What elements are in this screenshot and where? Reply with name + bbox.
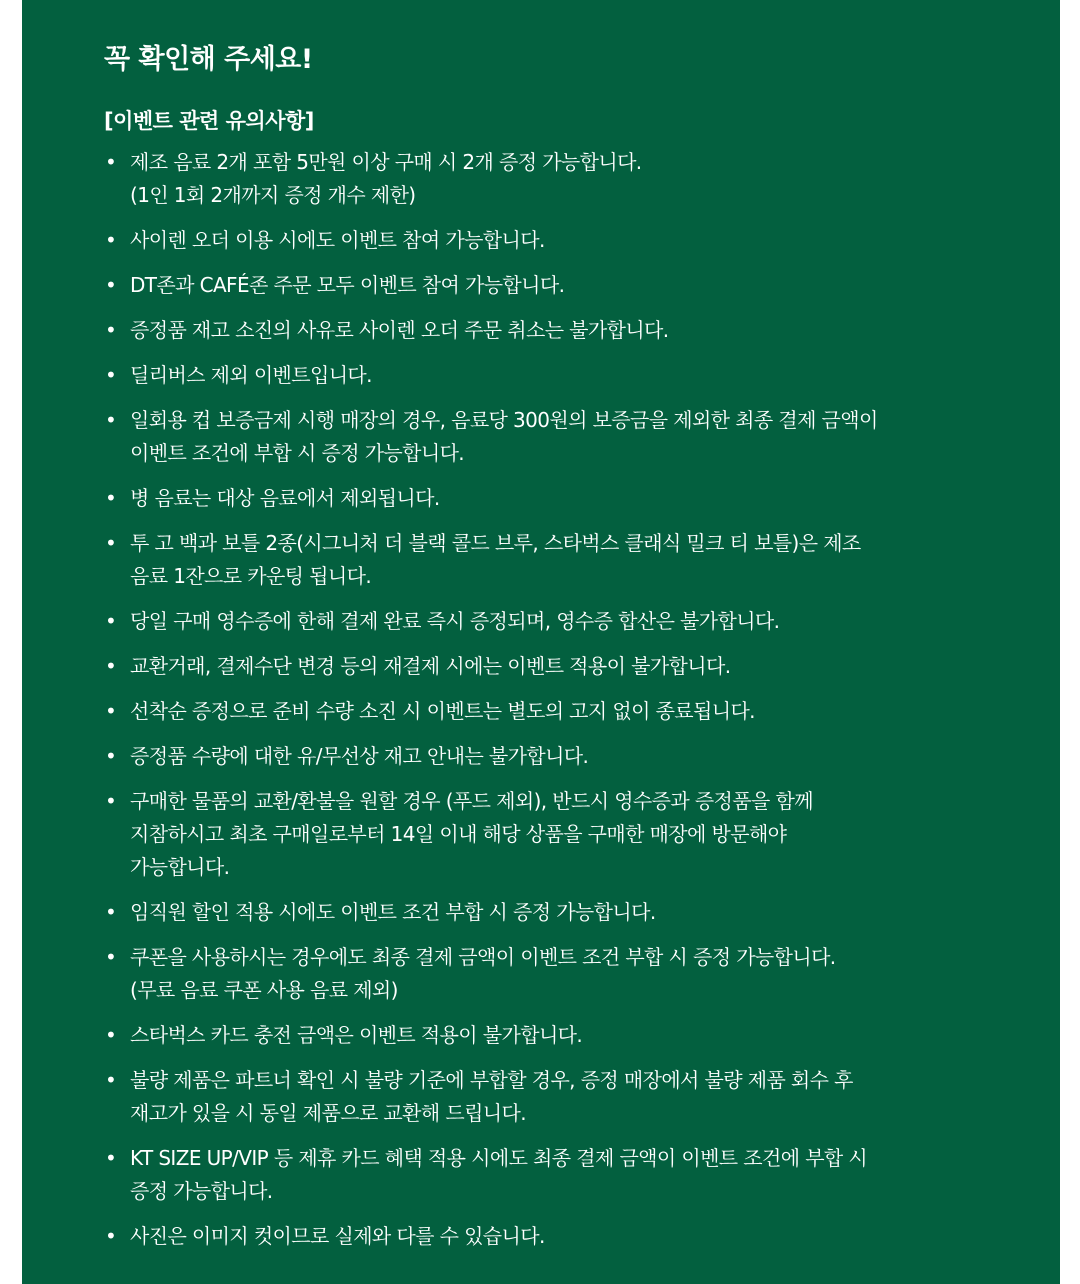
notice-item [104, 785, 1000, 884]
notice-item-line: 이벤트 조건에 부합 시 증정 가능합니다. [130, 441, 465, 465]
notice-item-line: 선착순 증정으로 준비 수량 소진 시 이벤트는 별도의 고지 없이 종료됩니다. [130, 699, 755, 723]
notice-item [104, 404, 1000, 470]
notice-item-line: 구매한 물품의 교환/환불을 원할 경우 (푸드 제외), 반드시 영수증과 증정품을 함께 [130, 789, 813, 813]
notice-item [104, 1019, 1000, 1052]
notice-item [104, 740, 1000, 773]
bullet-icon: • [105, 1023, 117, 1047]
bullet-icon: • [105, 789, 117, 813]
bullet-icon: • [105, 486, 117, 510]
notice-item-line: 가능합니다. [130, 855, 230, 879]
notice-item-line: 투 고 백과 보틀 2종(시그니처 더 블랙 콜드 브루, 스타벅스 클래식 밀크 티 보틀)은 제조 [130, 531, 861, 555]
notice-item-line: (무료 음료 쿠폰 사용 음료 제외) [130, 978, 398, 1002]
notice-item [104, 146, 1000, 212]
bullet-icon: • [105, 744, 117, 768]
notice-item-line: 재고가 있을 시 동일 제품으로 교환해 드립니다. [130, 1101, 526, 1125]
notice-item-line: 임직원 할인 적용 시에도 이벤트 조건 부합 시 증정 가능합니다. [130, 900, 656, 924]
notice-item-line: 일회용 컵 보증금제 시행 매장의 경우, 음료당 300원의 보증금을 제외한 최종 결제 금액이 [130, 408, 878, 432]
bullet-icon: • [105, 1068, 117, 1092]
bullet-icon: • [105, 408, 117, 432]
bullet-icon: • [105, 228, 117, 252]
bullet-icon: • [105, 363, 117, 387]
notice-item [104, 359, 1000, 392]
notice-item-line: 제조 음료 2개 포함 5만원 이상 구매 시 2개 증정 가능합니다. [130, 150, 642, 174]
notice-item-line: 증정 가능합니다. [130, 1179, 273, 1203]
notice-item [104, 650, 1000, 683]
notice-item-line: 당일 구매 영수증에 한해 결제 완료 즉시 증정되며, 영수증 합산은 불가합니다. [130, 609, 780, 633]
bullet-icon: • [105, 273, 117, 297]
notice-list [104, 146, 1000, 1253]
notice-item [104, 605, 1000, 638]
notice-item-line: 교환거래, 결제수단 변경 등의 재결제 시에는 이벤트 적용이 불가합니다. [130, 654, 731, 678]
notice-item-line: KT SIZE UP/VIP 등 제휴 카드 혜택 적용 시에도 최종 결제 금액이 이벤트 조건에 부합 시 [130, 1146, 868, 1170]
bullet-icon: • [105, 1146, 117, 1170]
notice-item-line: (1인 1회 2개까지 증정 개수 제한) [130, 183, 416, 207]
notice-item-line: 지참하시고 최초 구매일로부터 14일 이내 해당 상품을 구매한 매장에 방문해야 [130, 822, 787, 846]
bullet-icon: • [105, 531, 117, 555]
notice-item [104, 482, 1000, 515]
bullet-icon: • [105, 609, 117, 633]
notice-item [104, 314, 1000, 347]
notice-item-line: 스타벅스 카드 충전 금액은 이벤트 적용이 불가합니다. [130, 1023, 583, 1047]
bullet-icon: • [105, 318, 117, 342]
bullet-icon: • [105, 1224, 117, 1248]
notice-item-line: 증정품 재고 소진의 사유로 사이렌 오더 주문 취소는 불가합니다. [130, 318, 669, 342]
notice-item-line: 사이렌 오더 이용 시에도 이벤트 참여 가능합니다. [130, 228, 545, 252]
notice-item [104, 896, 1000, 929]
notice-item-line: 불량 제품은 파트너 확인 시 불량 기준에 부합할 경우, 증정 매장에서 불량 제품 회수 후 [130, 1068, 853, 1092]
notice-item-line: 쿠폰을 사용하시는 경우에도 최종 결제 금액이 이벤트 조건 부합 시 증정 가능합니다. [130, 945, 836, 969]
bullet-icon: • [105, 900, 117, 924]
notice-item [104, 941, 1000, 1007]
notice-item-line: DT존과 CAFÉ존 주문 모두 이벤트 참여 가능합니다. [130, 273, 565, 297]
notice-item [104, 269, 1000, 302]
bullet-icon: • [105, 150, 117, 174]
bullet-icon: • [105, 654, 117, 678]
notice-item [104, 1142, 1000, 1208]
notice-item [104, 695, 1000, 728]
notice-item-line: 사진은 이미지 컷이므로 실제와 다를 수 있습니다. [130, 1224, 545, 1248]
bullet-icon: • [105, 945, 117, 969]
notice-title: 꼭 확인해 주세요! [104, 44, 313, 75]
notice-item [104, 1064, 1000, 1130]
bullet-icon: • [105, 699, 117, 723]
notice-item-line: 증정품 수량에 대한 유/무선상 재고 안내는 불가합니다. [130, 744, 589, 768]
notice-item [104, 224, 1000, 257]
notice-item-line: 음료 1잔으로 카운팅 됩니다. [130, 564, 372, 588]
notice-item [104, 527, 1000, 593]
section-title: [이벤트 관련 유의사항] [104, 109, 314, 133]
notice-panel [22, 0, 1060, 1284]
notice-item-line: 딜리버스 제외 이벤트입니다. [130, 363, 372, 387]
notice-item [104, 1220, 1000, 1253]
notice-item-line: 병 음료는 대상 음료에서 제외됩니다. [130, 486, 440, 510]
